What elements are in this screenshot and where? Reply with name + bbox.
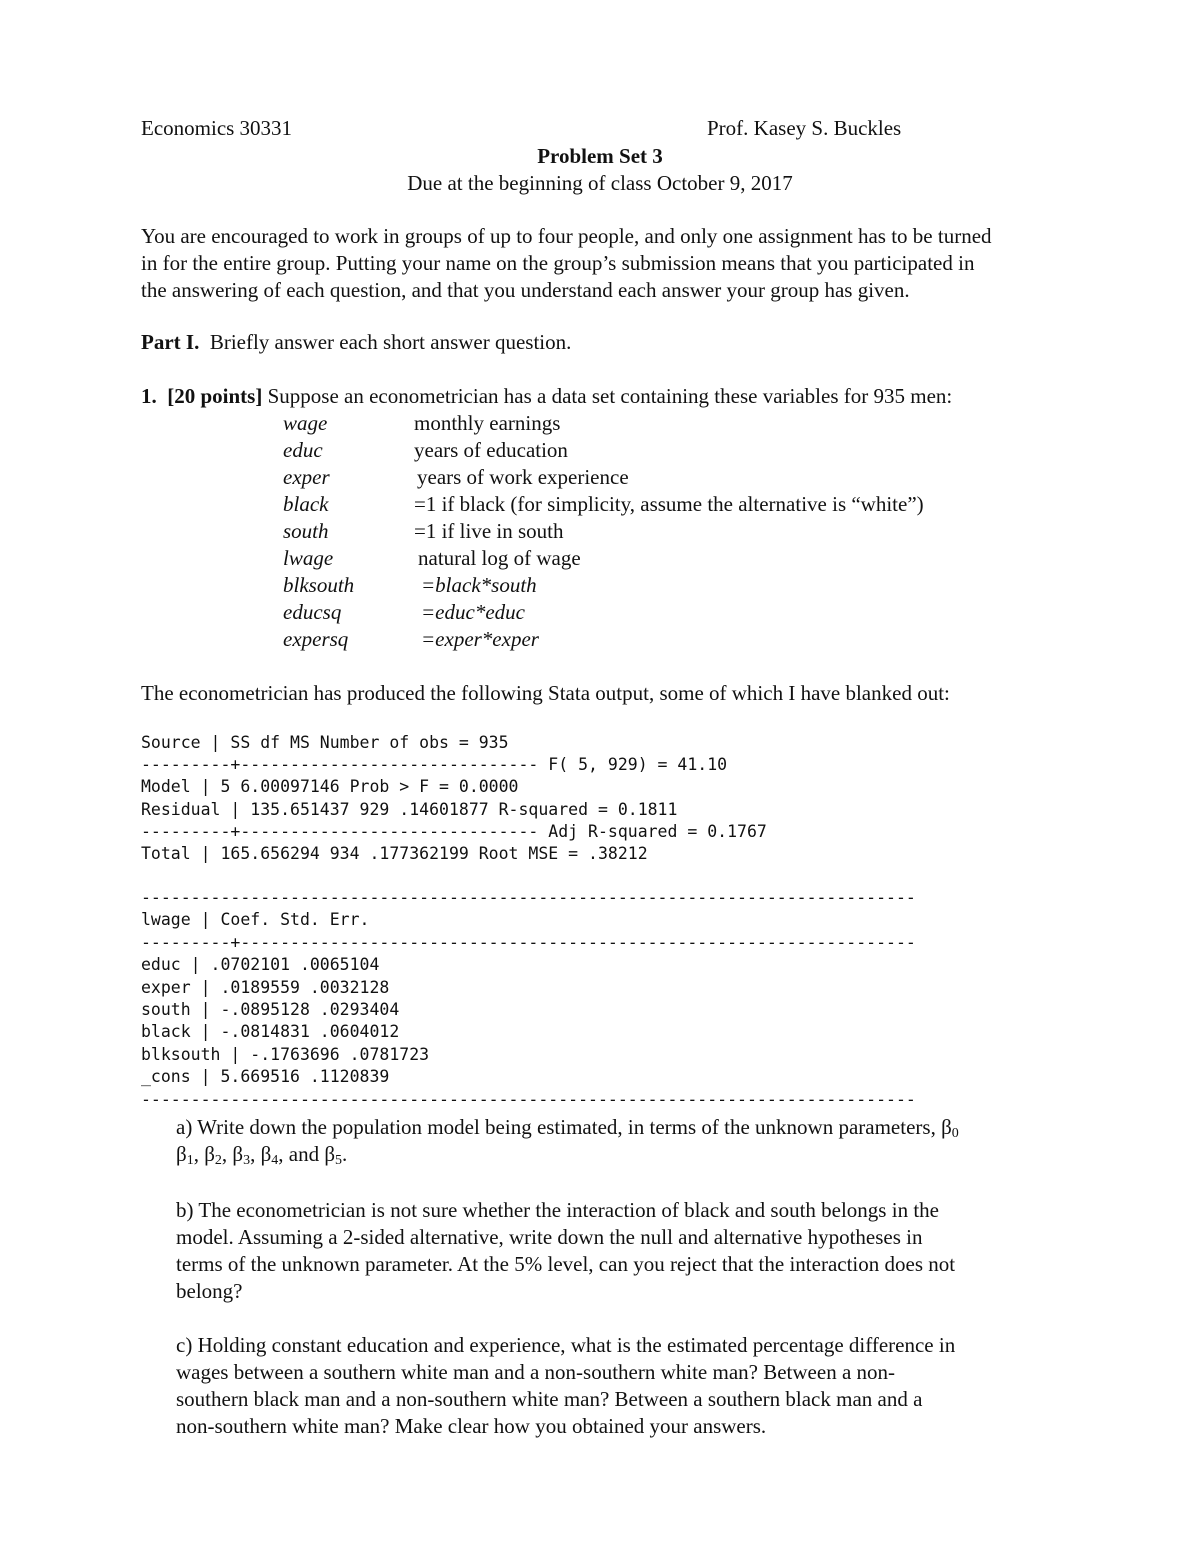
intro-line: You are encouraged to work in groups of up to four people, and only one assignment has to be turned — [141, 224, 992, 248]
intro-line: the answering of each question, and that you understand each answer your group has given. — [141, 278, 910, 302]
variable-name: exper — [283, 465, 330, 489]
course-name: Economics 30331 — [141, 116, 293, 140]
part-label: Part I. — [141, 330, 200, 354]
question-number: 1. — [141, 384, 157, 408]
variable-name: educ — [283, 438, 323, 462]
part-b-line: belong? — [176, 1279, 243, 1303]
question-text: Suppose an econometrician has a data set containing these variables for 935 men: — [267, 384, 953, 408]
professor-name: Prof. Kasey S. Buckles — [707, 116, 902, 140]
separator: , — [221, 1142, 233, 1166]
part-heading — [141, 329, 571, 356]
intro-line: in for the entire group. Putting your name on the group’s submission means that you participated in — [141, 251, 975, 275]
part-instruction: Briefly answer each short answer question. — [209, 330, 572, 354]
part-b-line: model. Assuming a 2-sided alternative, write down the null and alternative hypotheses in — [176, 1225, 923, 1249]
variable-name: wage — [283, 411, 328, 435]
question-part-c — [176, 1332, 1066, 1440]
stata-line: educ | .0702101 .0065104 — [141, 955, 380, 975]
stata-line: blksouth | -.1763696 .0781723 — [141, 1044, 430, 1064]
separator: , — [250, 1142, 261, 1166]
stata-line: ---------+------------------------------ Adj R-squared = 0.1767 — [141, 821, 767, 841]
beta-symbol: β — [176, 1142, 187, 1166]
stata-intro: The econometrician has produced the following Stata output, some of which I have blanked out: — [141, 681, 950, 705]
variable-name: expersq — [283, 627, 349, 651]
separator: . — [342, 1142, 348, 1166]
stata-line: exper | .0189559 .0032128 — [141, 977, 390, 997]
beta-subscript: 4 — [271, 1153, 279, 1168]
variable-name: black — [283, 492, 329, 516]
variable-name: blksouth — [283, 573, 355, 597]
question-part-a — [176, 1114, 1066, 1168]
part-b-line: terms of the unknown parameter. At the 5% level, can you reject that the interaction does not — [176, 1252, 956, 1276]
problem-set-title: Problem Set 3 — [537, 144, 663, 168]
stata-line: ---------+-------------------------------------------------------------------- — [141, 932, 916, 952]
beta-subscript: 1 — [186, 1153, 194, 1168]
variable-description: years of work experience — [417, 465, 629, 489]
question-1 — [141, 383, 952, 410]
stata-line: _cons | 5.669516 .1120839 — [141, 1067, 390, 1087]
part-c-line: wages between a southern white man and a non-southern white man? Between a non- — [176, 1360, 896, 1384]
variable-description: =black*south — [421, 573, 537, 597]
stata-line: ------------------------------------------------------------------------------ — [141, 1089, 916, 1109]
variable-name: lwage — [283, 546, 334, 570]
variable-description: natural log of wage — [418, 546, 581, 570]
question-part-b — [176, 1197, 1066, 1305]
variable-description: =1 if live in south — [414, 519, 564, 543]
stata-line: lwage | Coef. Std. Err. — [141, 910, 370, 930]
variable-name: educsq — [283, 600, 342, 624]
variable-description: =1 if black (for simplicity, assume the alternative is “white”) — [414, 492, 924, 516]
separator: , — [193, 1142, 205, 1166]
stata-line: ------------------------------------------------------------------------------ — [141, 888, 916, 907]
stata-line: Residual | 135.651437 929 .14601877 R-squared = 0.1811 — [141, 799, 678, 819]
variable-description: =exper*exper — [421, 627, 539, 651]
stata-line: Model | 5 6.00097146 Prob > F = 0.0000 — [141, 777, 519, 797]
variable-name: south — [283, 519, 329, 543]
stata-line: ---------+------------------------------ F( 5, 929) = 41.10 — [141, 755, 728, 775]
stata-line: Source | SS df MS Number of obs = 935 — [141, 733, 509, 752]
part-c-line: non-southern white man? Make clear how you obtained your answers. — [176, 1414, 767, 1438]
part-b-line: b) The econometrician is not sure whether the interaction of black and south belongs in the — [176, 1198, 939, 1222]
stata-anova-table — [141, 732, 767, 865]
due-date: Due at the beginning of class October 9, 2017 — [407, 171, 793, 195]
stata-line: black | -.0814831 .0604012 — [141, 1022, 400, 1042]
intro-paragraph — [141, 223, 1066, 304]
part-a-text: a) Write down the population model being estimated, in terms of the unknown parameters, β — [176, 1115, 952, 1139]
beta-symbol: β — [324, 1142, 336, 1166]
part-c-line: c) Holding constant education and experience, what is the estimated percentage difference in — [176, 1333, 956, 1357]
beta-symbol: β — [260, 1142, 272, 1166]
beta-symbol: β — [204, 1142, 215, 1166]
variable-description: =educ*educ — [421, 600, 525, 624]
part-c-line: southern black man and a non-southern white man? Between a southern black man and a — [176, 1387, 923, 1411]
stata-line: Total | 165.656294 934 .177362199 Root MSE = .38212 — [141, 844, 648, 864]
beta-subscript: 3 — [243, 1153, 251, 1168]
beta-symbol: β — [232, 1142, 244, 1166]
separator: , and — [278, 1142, 325, 1166]
variable-description: monthly earnings — [414, 411, 561, 435]
variable-description: years of education — [414, 438, 568, 462]
beta-subscript: 5 — [335, 1153, 343, 1168]
stata-line: south | -.0895128 .0293404 — [141, 1000, 400, 1020]
beta-subscript: 0 — [951, 1126, 959, 1141]
question-points: [20 points] — [167, 384, 263, 408]
stata-coefficient-table — [141, 887, 916, 1111]
beta-subscript: 2 — [214, 1153, 222, 1168]
